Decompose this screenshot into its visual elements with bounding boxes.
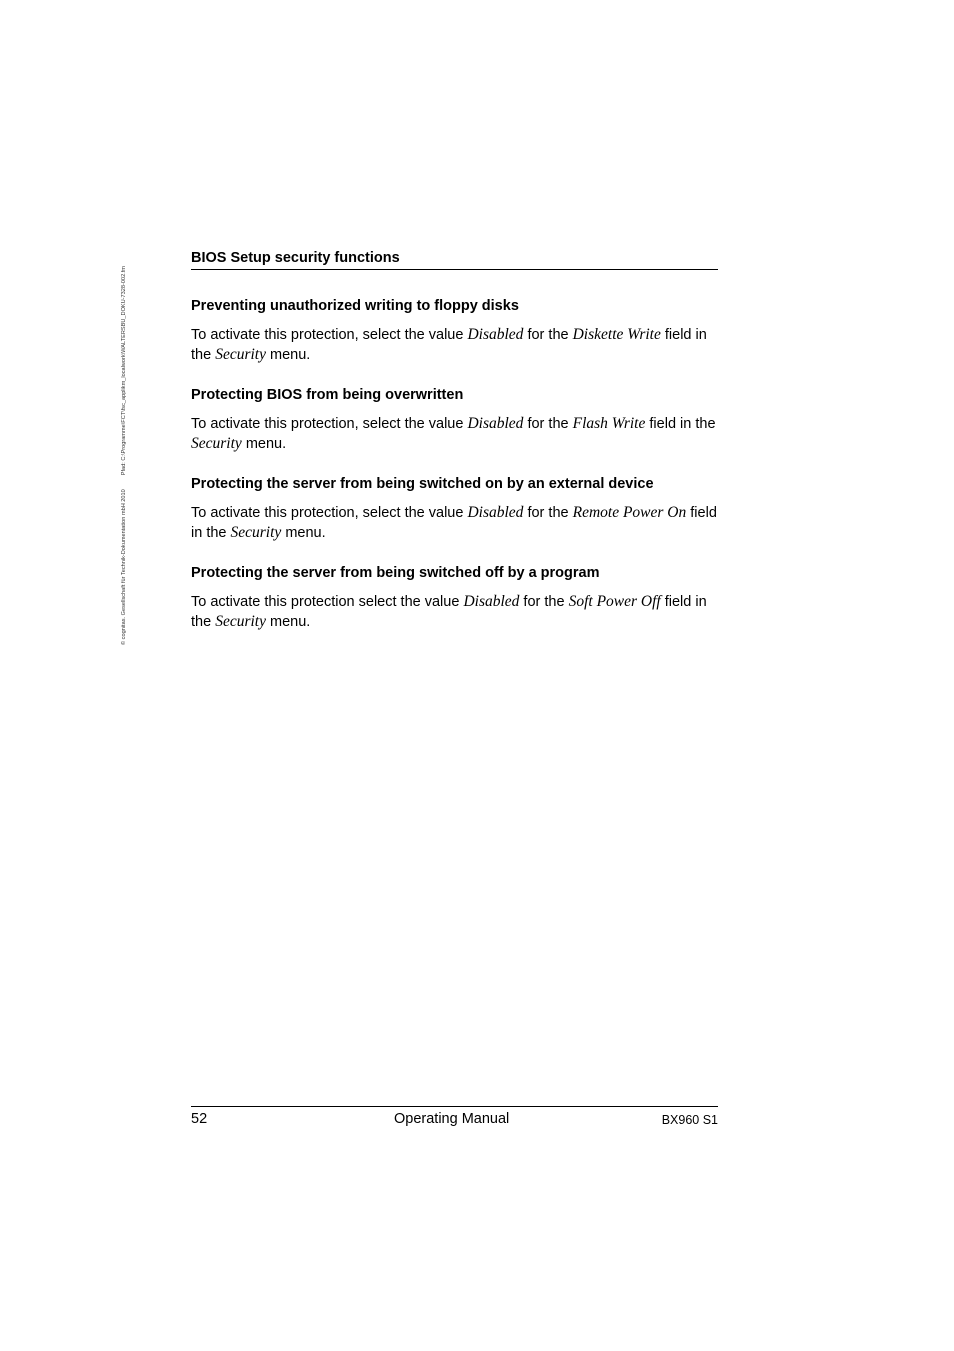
file-path-note: Pfad: C:\Programme\FCT\fsc_applikm_localwork\WALTERSBU_DOKU-7328-002.fm <box>121 266 127 476</box>
value-term: Disabled <box>467 326 524 343</box>
menu-term: Security <box>215 613 266 630</box>
section-power-off-protection <box>191 564 718 632</box>
section-paragraph: To activate this protection, select the value Disabled for the Diskette Write field in the Security menu. <box>191 326 707 363</box>
field-term: Diskette Write <box>572 326 661 343</box>
page-footer <box>191 1106 718 1130</box>
running-head: BIOS Setup security functions <box>191 248 718 270</box>
section-heading: Protecting BIOS from being overwritten <box>191 387 464 403</box>
value-term: Disabled <box>467 504 524 521</box>
section-power-on-protection <box>191 475 718 543</box>
side-margin-note <box>121 266 127 645</box>
section-heading: Protecting the server from being switched off by a program <box>191 565 600 581</box>
field-term: Flash Write <box>572 415 646 432</box>
section-paragraph: To activate this protection select the value Disabled for the Soft Power Off field in the Security menu. <box>191 593 707 630</box>
menu-term: Security <box>191 435 242 452</box>
model-name: BX960 S1 <box>661 1113 718 1127</box>
field-term: Remote Power On <box>572 504 687 521</box>
section-bios-protection <box>191 386 718 454</box>
menu-term: Security <box>230 524 282 541</box>
section-paragraph: To activate this protection, select the value Disabled for the Remote Power On field in the Security menu. <box>191 504 717 541</box>
value-term: Disabled <box>463 593 520 610</box>
value-term: Disabled <box>467 415 524 432</box>
field-term: Soft Power Off <box>568 593 661 610</box>
section-heading: Preventing unauthorized writing to floppy disks <box>191 298 519 314</box>
manual-title: Operating Manual <box>394 1111 510 1127</box>
copyright-note: © cognitas. Gesellschaft für Technik-Dokumentation mbH 2010 <box>121 489 127 645</box>
section-heading: Protecting the server from being switched on by an external device <box>191 476 654 492</box>
menu-term: Security <box>215 346 266 363</box>
section-floppy-protection <box>191 297 718 365</box>
section-paragraph: To activate this protection, select the value Disabled for the Flash Write field in the Security menu. <box>191 415 716 452</box>
page-content <box>191 248 718 632</box>
page-number: 52 <box>191 1111 208 1127</box>
